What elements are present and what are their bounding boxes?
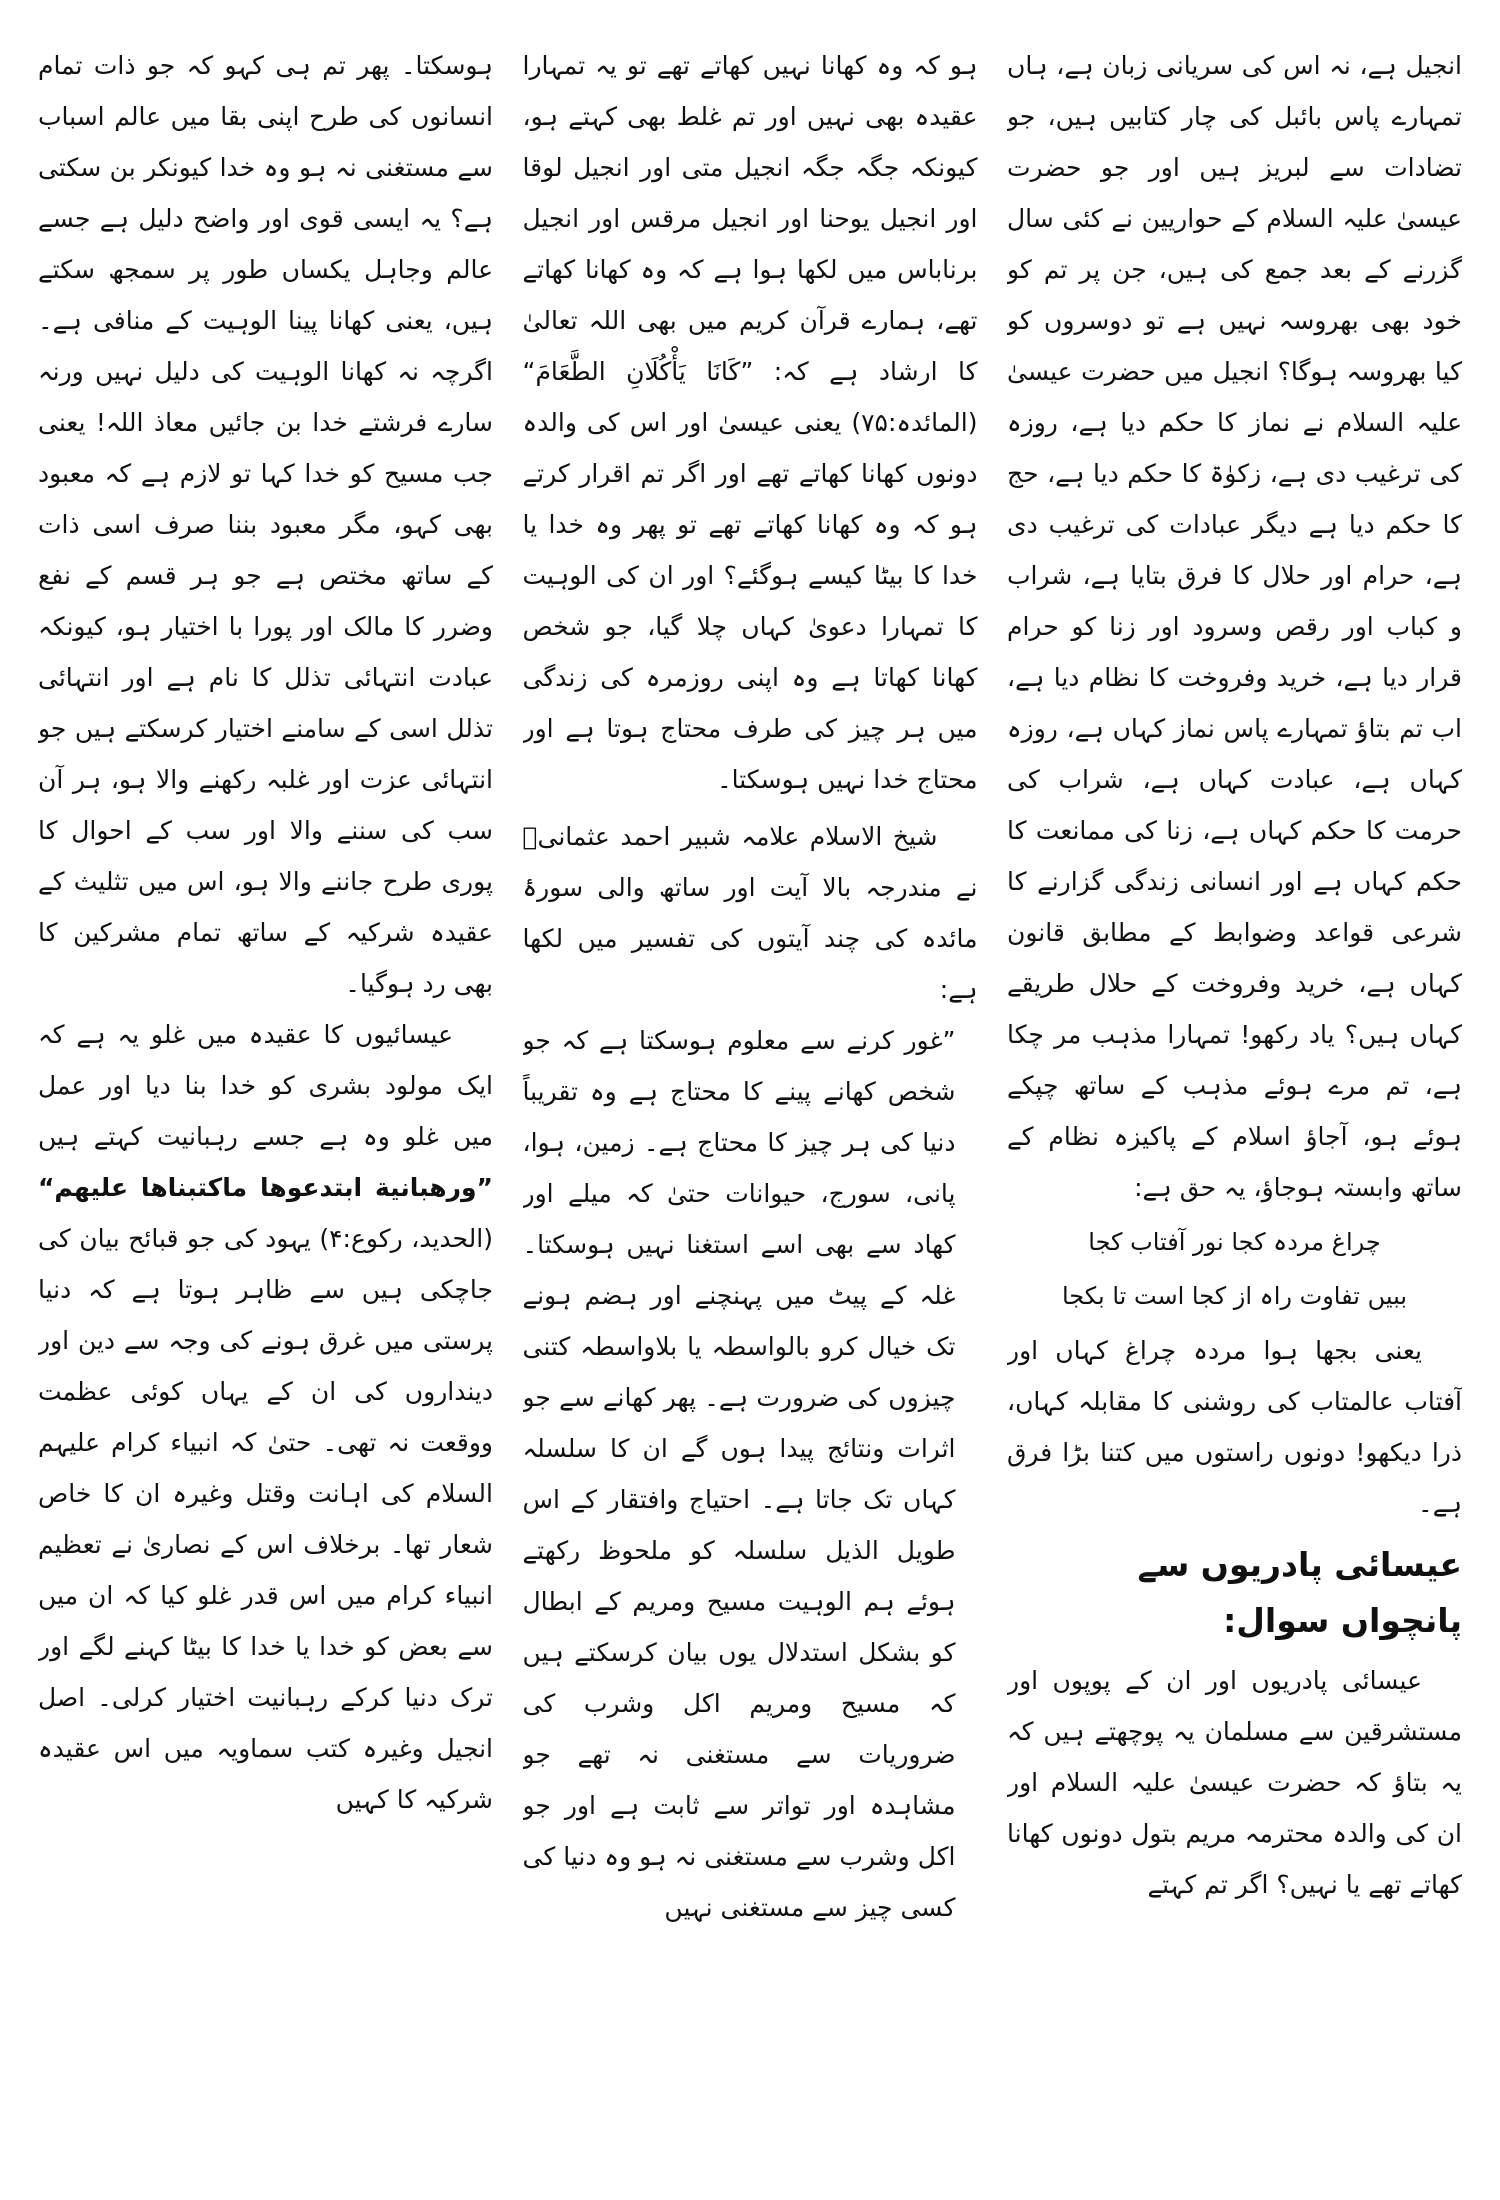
column-right [1007,40,1462,2170]
column-middle-paragraph-1: ہو کہ وہ کھانا نہیں کھاتے تھے تو یہ تمہارا عقیدہ بھی نہیں اور تم غلط بھی کہتے ہو، کیونکہ جگہ جگہ انجیل متی اور انجیل لوقا اور انجیل یوحنا اور انجیل مرقس اور انجیل برناباس میں لکھا ہوا ہے کہ وہ کھانا کھاتے تھے، ہمارے قرآن کریم میں بھی اللہ تعالیٰ کا ارشاد ہے کہ: ”كَانَا يَأْكُلَانِ الطَّعَامَ“ (المائدہ:۷۵) یعنی عیسیٰ اور اس کی والدہ دونوں کھانا کھاتے تھے اور اگر تم اقرار کرتے ہو کہ وہ کھانا کھاتے تھے تو پھر وہ خدا یا خدا کا بیٹا کیسے ہوگئے؟ اور ان کی الوہیت کا تمہارا دعویٰ کہاں چلا گیا، جو شخص کھانا کھاتا ہے وہ اپنی روزمرہ کی زندگی میں ہر چیز کی طرف محتاج ہوتا ہے اور محتاج خدا نہیں ہوسکتا۔ [522,51,978,794]
column-left-paragraph-1: ہوسکتا۔ پھر تم ہی کہو کہ جو ذات تمام انسانوں کی طرح اپنی بقا میں عالم اسباب سے مستغنی نہ ہو وہ خدا کیونکر بن سکتی ہے؟ یہ ایسی قوی اور واضح دلیل ہے جسے عالم وجاہل یکساں طور پر سمجھ سکتے ہیں، یعنی کھانا پینا الوہیت کے منافی ہے۔ اگرچہ نہ کھانا الوہیت کی دلیل نہیں ورنہ سارے فرشتے خدا بن جائیں معاذ اللہ! یعنی جب مسیح کو خدا کہا تو لازم ہے کہ معبود بھی کہو، مگر معبود بننا صرف اسی ذات کے ساتھ مختص ہے جو ہر قسم کے نفع وضرر کا مالک اور پورا با اختیار ہو، کیونکہ عبادت انتہائی تذلل کا نام ہے اور انتہائی تذلل اسی کے سامنے اختیار کرسکتے ہیں جو انتہائی عزت اور غلبہ رکھنے والا ہو، ہر آن سب کی سننے والا اور سب کے احوال کا پوری طرح جاننے والا ہو، اس میں تثلیث کے عقیدہ شرکیہ کے ساتھ تمام مشرکین کا بھی رد ہوگیا۔ [38,51,493,998]
column-middle [523,40,978,2170]
text-columns [38,40,1462,2170]
persian-verse-line-2: ببیں تفاوت راہ از کجا است تا بکجا [1061,1282,1408,1310]
column-left [38,40,493,2170]
column-right-paragraph-1: انجیل ہے، نہ اس کی سریانی زبان ہے، ہاں تمہارے پاس بائبل کی چار کتابیں ہیں، جو تضادات سے لبریز ہیں اور جو حضرت عیسیٰ علیہ السلام کے حواریین نے کئی سال گزرنے کے بعد جمع کی ہیں، جن پر تم کو خود بھی بھروسہ نہیں ہے تو دوسروں کو کیا بھروسہ ہوگا؟ انجیل میں حضرت عیسیٰ علیہ السلام نے نماز کا حکم دیا ہے، روزہ کی ترغیب دی ہے، زکوٰۃ کا حکم دیا ہے، حج کا حکم دیا ہے دیگر عبادات کی ترغیب دی ہے، حرام اور حلال کا فرق بتایا ہے، شراب و کباب اور رقص وسرود اور زنا کو حرام قرار دیا ہے، خرید وفروخت کا نظام دیا ہے، اب تم بتاؤ تمہارے پاس نماز کہاں ہے، روزہ کہاں ہے، عبادت کہاں ہے، شراب کی حرمت کا حکم کہاں ہے، زنا کی ممانعت کا حکم کہاں ہے اور انسانی زندگی گزارنے کا شرعی قواعد وضوابط کے مطابق قانون کہاں ہے، خرید وفروخت کے حلال طریقے کہاں ہیں؟ یاد رکھو! تمہارا مذہب مر چکا ہے، تم مرے ہوئے مذہب کے ساتھ چپکے ہوئے ہو، آجاؤ اسلام کے پاکیزہ نظام کے ساتھ وابستہ ہوجاؤ، یہ حق ہے: [1007,51,1462,1202]
column-middle-paragraph-2: شیخ الاسلام علامہ شبیر احمد عثمانیؒ نے مندرجہ بالا آیت اور ساتھ والی سورۂ مائدہ کی چند آیتوں کی تفسیر میں لکھا ہے: [522,822,978,1004]
persian-verse-line-1: چراغ مردہ کجا نور آفتاب کجا [1088,1228,1381,1256]
arabic-verse-rahbaniyya: ”ورهبانية ابتدعوها ماكتبناها عليهم“ [38,1173,493,1202]
column-right-paragraph-2: یعنی بجھا ہوا مردہ چراغ کہاں اور آفتاب عالمتاب کی روشنی کا مقابلہ کہاں، ذرا دیکھو! دونوں راستوں میں کتنا بڑا فرق ہے۔ [1007,1336,1462,1518]
column-left-paragraph-2 [38,1009,493,1825]
column-right-paragraph-3: عیسائی پادریوں اور ان کے پوپوں اور مستشرقین سے مسلمان یہ پوچھتے ہیں کہ یہ بتاؤ کہ حضرت عیسیٰ علیہ السلام اور ان کی والدہ محترمہ مریم بتول دونوں کھانا کھاتے تھے یا نہیں؟ اگر تم کہتے [1007,1666,1462,1899]
section-heading-fifth-question: عیسائی پادریوں سے پانچواں سوال: [1137,1545,1462,1640]
tafseer-quotation: ”غور کرنے سے معلوم ہوسکتا ہے کہ جو شخص کھانے پینے کا محتاج ہے وہ تقریباً دنیا کی ہر چیز کا محتاج ہے۔ زمین، ہوا، پانی، سورج، حیوانات حتیٰ کہ میلے اور کھاد سے بھی اسے استغنا نہیں ہوسکتا۔ غلہ کے پیٹ میں پہنچنے اور ہضم ہونے تک خیال کرو بالواسطہ یا بلاواسطہ کتنی چیزوں کی ضرورت ہے۔ پھر کھانے سے جو اثرات ونتائج پیدا ہوں گے ان کا سلسلہ کہاں تک جاتا ہے۔ احتیاج وافتقار کے اس طویل الذیل سلسلہ کو ملحوظ رکھتے ہوئے ہم الوہیت مسیح ومریم کے ابطال کو بشکل استدلال یوں بیان کرسکتے ہیں کہ مسیح ومریم اکل وشرب کی ضروریات سے مستغنی نہ تھے جو مشاہدہ اور تواتر سے ثابت ہے اور جو اکل وشرب سے مستغنی نہ ہو وہ دنیا کی کسی چیز سے مستغنی نہیں [522,1026,956,1922]
column-left-paragraph-2-text-b: (الحدید، رکوع:۴) یہود کی جو قبائح بیان کی جاچکی ہیں سے ظاہر ہوتا ہے کہ دنیا پرستی میں غرق ہونے کی وجہ سے دین اور دینداروں کی ان کے یہاں کوئی عظمت ووقعت نہ تھی۔ حتیٰ کہ انبیاء کرام علیہم السلام کی اہانت وقتل وغیرہ ان کا خاص شعار تھا۔ برخلاف اس کے نصاریٰ نے تعظیم انبیاء کرام میں اس قدر غلو کیا کہ ان میں سے بعض کو خدا یا خدا کا بیٹا کہنے لگے اور ترک دنیا کرکے رہبانیت اختیار کرلی۔ اصل انجیل وغیرہ کتب سماویہ میں اس عقیدہ شرکیہ کا کہیں [38,1224,493,1814]
column-left-paragraph-2-text-a: عیسائیوں کا عقیدہ میں غلو یہ ہے کہ ایک مولود بشری کو خدا بنا دیا اور عمل میں غلو وہ ہے جسے رہبانیت کہتے ہیں [38,1020,493,1151]
